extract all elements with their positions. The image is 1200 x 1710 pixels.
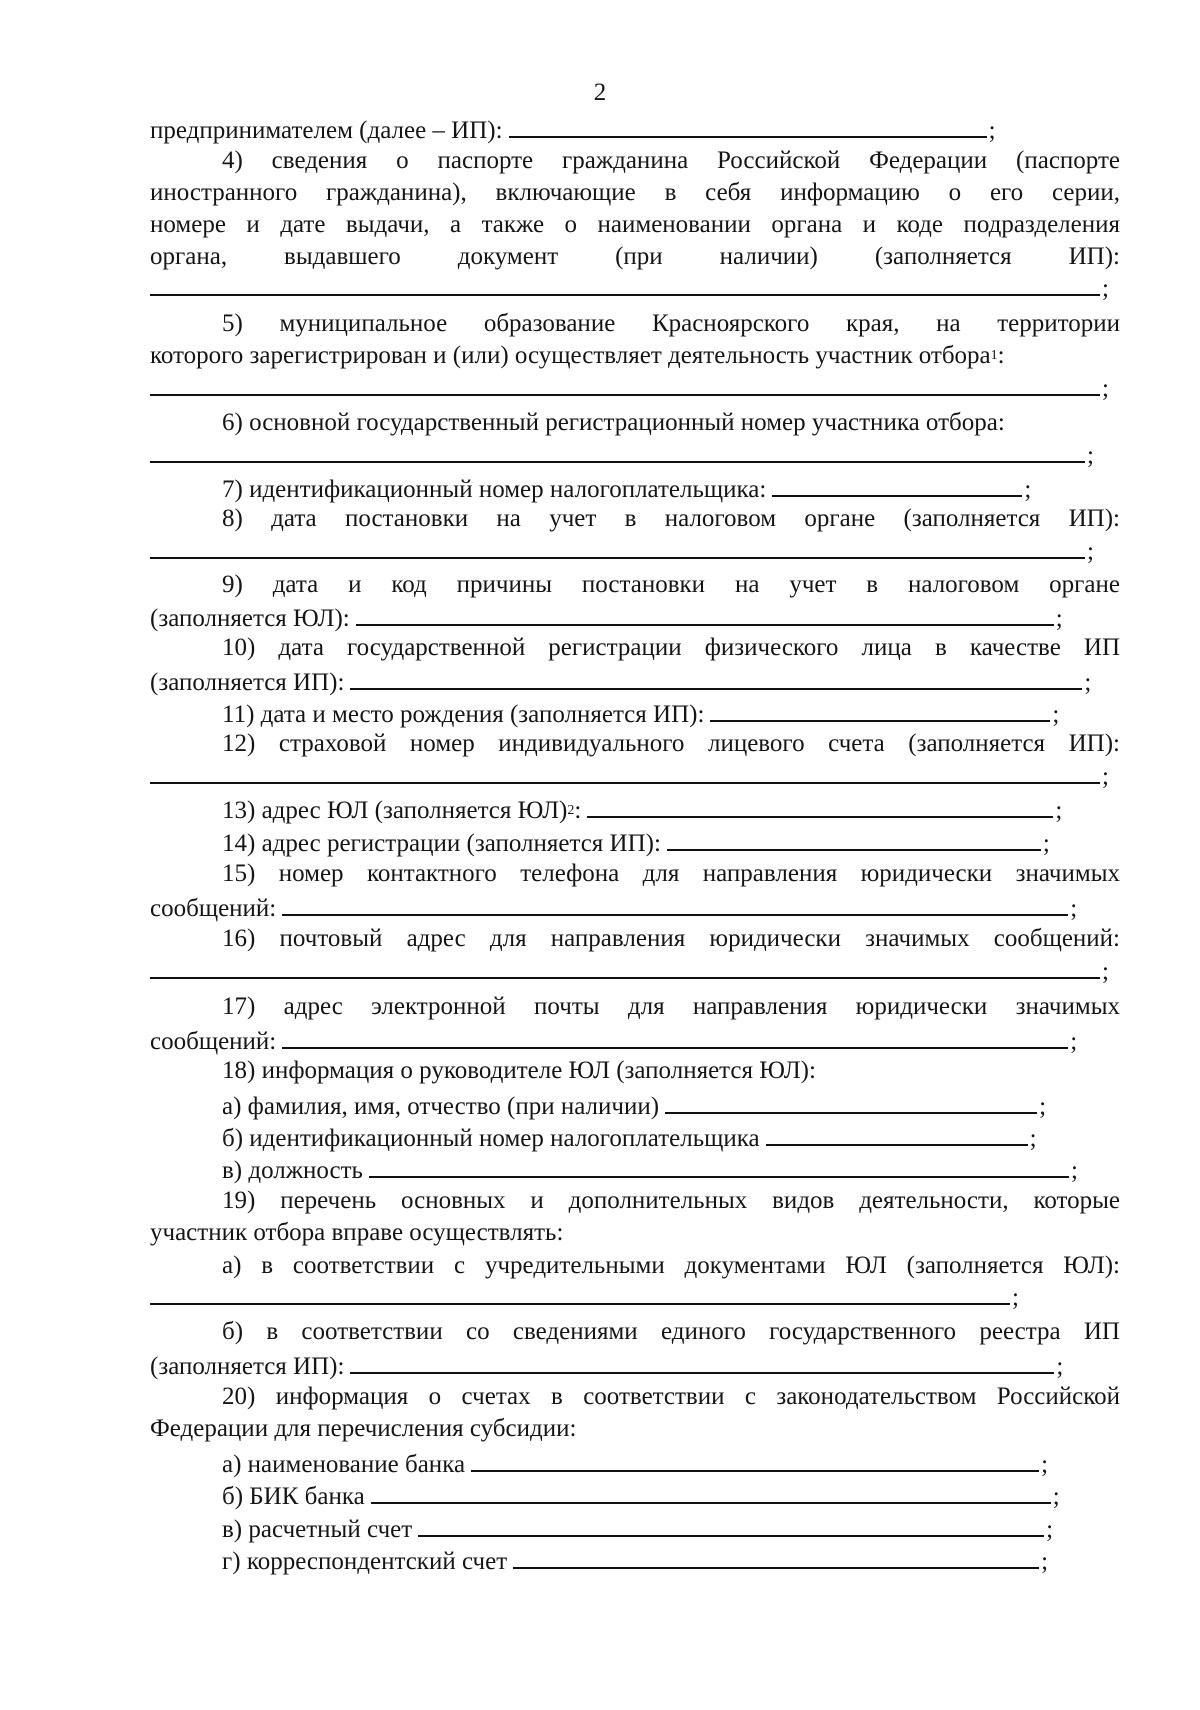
item-19a-blank-line: ; (150, 1279, 1120, 1311)
item-20a-line: а) наименование банка ; (222, 1446, 1120, 1478)
item-20d-line: г) корреспондентский счет ; (222, 1543, 1120, 1575)
blank-field[interactable] (350, 1348, 1054, 1374)
item-6-blank-line: ; (150, 437, 1120, 469)
item-20-line-2: Федерации для перечисления субсидии: (150, 1415, 577, 1442)
item-4-line-2: иностранного гражданина), включающие в себя информацию о его серии, (150, 179, 1120, 206)
page-number: 2 (593, 79, 607, 106)
field-label: предпринимателем (далее – ИП): (150, 117, 503, 144)
item-9-line-2: (заполняется ЮЛ): ; (150, 600, 1120, 632)
line-entrepreneur: предпринимателем (далее – ИП): ; (150, 112, 1120, 144)
item-18b-line: б) идентификационный номер налогоплательщика ; (222, 1120, 1120, 1152)
blank-field[interactable] (356, 600, 1054, 626)
item-15-line-2: сообщений: ; (150, 890, 1120, 922)
item-7-line: 7) идентификационный номер налогоплательщика: ; (222, 471, 1120, 503)
item-18a-line: а) фамилия, имя, отчество (при наличии) ; (222, 1088, 1120, 1120)
item-18c-line: в) должность ; (222, 1152, 1120, 1184)
blank-field[interactable] (150, 1279, 1010, 1305)
item-12-line-1: 12) страховой номер индивидуального лицевого счета (заполняется ИП): (222, 730, 1120, 757)
blank-field[interactable] (766, 1120, 1028, 1146)
item-20-line-1: 20) информация о счетах в соответствии с законодательством Российской (222, 1383, 1120, 1410)
blank-field[interactable] (282, 1023, 1068, 1049)
blank-field[interactable] (150, 270, 1100, 296)
blank-field[interactable] (667, 825, 1041, 851)
blank-field[interactable] (150, 370, 1100, 396)
blank-field[interactable] (665, 1088, 1037, 1114)
item-4-line-3: номере и дате выдачи, а также о наименовании органа и коде подразделения (150, 211, 1120, 238)
item-19b-line-1: б) в соответствии со сведениями единого государственного реестра ИП (222, 1318, 1120, 1345)
item-9-line-1: 9) дата и код причины постановки на учет в налоговом органе (222, 571, 1120, 598)
blank-field[interactable] (150, 953, 1100, 979)
blank-field[interactable] (710, 696, 1050, 722)
item-16-line-1: 16) почтовый адрес для направления юридически значимых сообщений: (222, 925, 1120, 952)
item-19-line-1: 19) перечень основных и дополнительных видов деятельности, которые (222, 1187, 1120, 1214)
item-5-line-1: 5) муниципальное образование Красноярского края, на территории (222, 310, 1120, 337)
item-16-blank-line: ; (150, 953, 1120, 985)
item-15-line-1: 15) номер контактного телефона для направления юридически значимых (222, 860, 1120, 887)
item-6-line-1: 6) основной государственный регистрационный номер участника отбора: (222, 409, 1005, 436)
blank-field[interactable] (587, 792, 1053, 818)
item-13-line: 13) адрес ЮЛ (заполняется ЮЛ) $^2$ : ; (222, 792, 1120, 824)
item-20b-line: б) БИК банка ; (222, 1478, 1120, 1510)
item-19b-line-2: (заполняется ИП): ; (150, 1348, 1120, 1380)
item-17-line-2: сообщений: ; (150, 1023, 1120, 1055)
blank-field[interactable] (471, 1446, 1039, 1472)
blank-field[interactable] (369, 1152, 1069, 1178)
blank-field[interactable] (150, 758, 1100, 784)
item-4-blank-line: ; (150, 270, 1120, 302)
item-20c-line: в) расчетный счет ; (222, 1511, 1120, 1543)
item-17-line-1: 17) адрес электронной почты для направления юридически значимых (222, 993, 1120, 1020)
item-8-line-1: 8) дата постановки на учет в налоговом органе (заполняется ИП): (222, 505, 1120, 532)
item-14-line: 14) адрес регистрации (заполняется ИП): ; (222, 825, 1120, 857)
blank-field[interactable] (371, 1478, 1051, 1504)
blank-field[interactable] (513, 1543, 1039, 1569)
blank-field[interactable] (150, 533, 1085, 559)
item-5-line-2: которого зарегистрирован и (или) осуществляет деятельность участник отбора $^1$ : (150, 342, 1005, 369)
item-11-line: 11) дата и место рождения (заполняется ИП): ; (222, 696, 1120, 728)
item-10-line-2: (заполняется ИП): ; (150, 664, 1120, 696)
item-19-line-2: участник отбора вправе осуществлять: (150, 1219, 564, 1246)
blank-field[interactable] (418, 1511, 1044, 1537)
item-19a-line: а) в соответствии с учредительными документами ЮЛ (заполняется ЮЛ): (222, 1252, 1120, 1279)
item-4-line-1: 4) сведения о паспорте гражданина Российской Федерации (паспорте (222, 147, 1120, 174)
blank-field[interactable] (509, 112, 987, 138)
blank-field[interactable] (772, 471, 1022, 497)
blank-field[interactable] (350, 664, 1082, 690)
item-4-line-4: органа, выдавшего документ (при наличии) (заполняется ИП): (150, 243, 1120, 270)
item-8-blank-line: ; (150, 533, 1120, 565)
blank-field[interactable] (282, 890, 1068, 916)
item-12-blank-line: ; (150, 758, 1120, 790)
item-5-blank-line: ; (150, 370, 1120, 402)
blank-field[interactable] (150, 437, 1085, 463)
item-18-line-1: 18) информация о руководителе ЮЛ (заполняется ЮЛ): (222, 1057, 816, 1084)
item-10-line-1: 10) дата государственной регистрации физического лица в качестве ИП (222, 634, 1120, 661)
